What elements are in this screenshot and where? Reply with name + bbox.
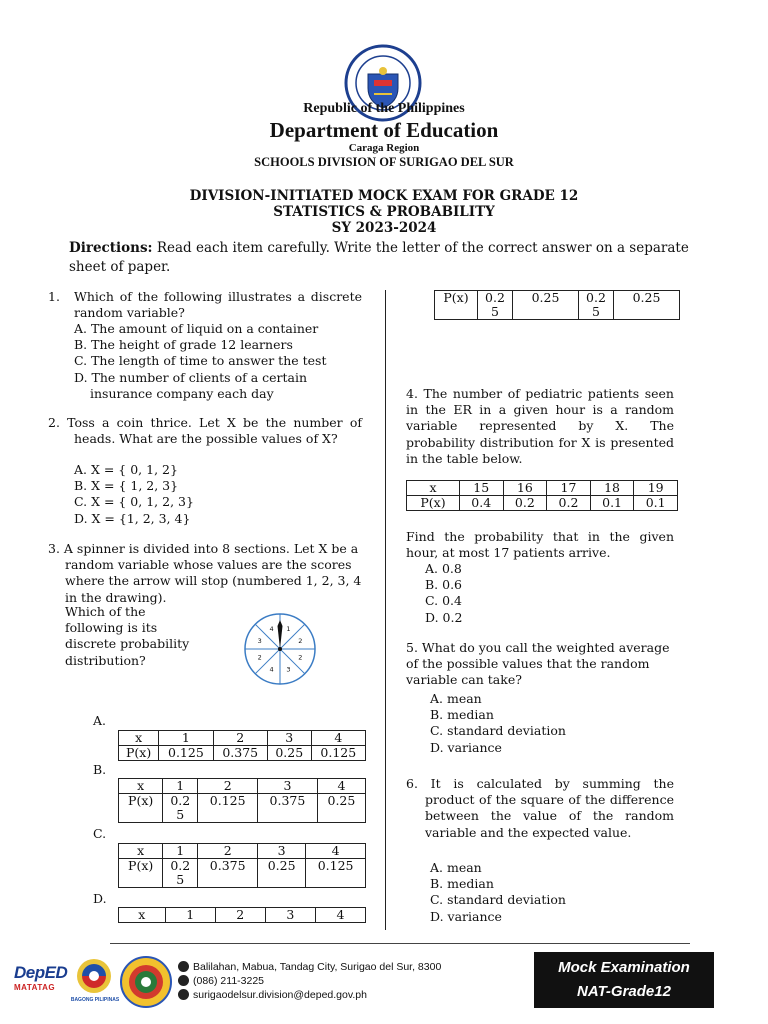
table-row (119, 844, 366, 859)
cell: 1 (165, 908, 215, 923)
q4-stem: 4. The number of pediatric patients seen in the ER in a given hour is a random variable represented by X. The probability distribution for X is presented in the table below. (406, 386, 674, 466)
q3-tail-line: distribution? (65, 652, 146, 668)
cell: P(x) (119, 859, 163, 888)
q2-stem-text: 2. Toss a coin thrice. Let X be the number of heads. What are the possible values of X? (48, 415, 362, 447)
q4-option-b: B. 0.6 (425, 577, 463, 593)
cell: 19 (634, 481, 678, 496)
mock-line-2: NAT-Grade12 (577, 983, 671, 1000)
cell: 2 (215, 908, 265, 923)
cell: 3 (267, 731, 311, 746)
cell: x (119, 779, 163, 794)
table-row (119, 794, 366, 823)
cell: 0.1 (590, 496, 634, 511)
republic-line: Republic of the Philippines (303, 101, 465, 116)
q1-option-d-cont: insurance company each day (90, 385, 274, 401)
cell: 17 (547, 481, 591, 496)
division-line: SCHOOLS DIVISION OF SURIGAO DEL SUR (254, 155, 514, 169)
q3-label-b: B. (93, 762, 107, 777)
q2-options (74, 462, 194, 527)
spinner-sector-label: 1 (286, 625, 291, 633)
q3-stem-tail (65, 604, 189, 669)
cell: 1 (159, 731, 213, 746)
spinner-sector-label: 4 (269, 665, 274, 674)
q1-option-d: D. The number of clients of a certain (74, 369, 308, 385)
q3-label-c: C. (93, 826, 107, 841)
spinner-sector-label: 3 (257, 636, 262, 645)
cell: 15 (459, 481, 503, 496)
bagong-pilipinas-text: BAGONG PILIPINAS (70, 997, 120, 1003)
q5-stem: 5. What do you call the weighted average of the possible values that the random variable can take? (406, 640, 670, 688)
q5-option-b: B. median (430, 707, 494, 723)
spinner-sector-label: 2 (298, 636, 303, 645)
exam-title: DIVISION-INITIATED MOCK EXAM FOR GRADE 12 (189, 188, 579, 204)
cell: P(x) (119, 794, 163, 823)
cell: 2 (213, 731, 267, 746)
cell: 0.375 (213, 746, 267, 761)
cell: 0.25 (267, 746, 311, 761)
q6-stem (406, 776, 674, 841)
q4-question: Find the probability that in the given hour, at most 17 patients arrive. (406, 529, 674, 561)
q3-tail-line: following is its (65, 620, 158, 636)
cell: 0.1 (634, 496, 678, 511)
cell: P(x) (435, 291, 478, 320)
q4-option-a: A. 0.8 (425, 561, 462, 576)
q3-table-d-header (118, 907, 366, 923)
spinner-drawing (240, 612, 320, 686)
directions (69, 239, 689, 277)
phone-line (178, 974, 441, 988)
table-row (119, 746, 366, 761)
q4-table (406, 480, 678, 511)
q3-tail-line: discrete probability (65, 636, 190, 652)
column-divider (385, 290, 386, 930)
region-line: Caraga Region (348, 142, 420, 154)
q3-stem-text: 3. A spinner is divided into 8 sections. Let X be a random variable whose values are the scores where the arrow will stop (numbered 1, 2, 3, 4 in the drawing). (48, 541, 362, 605)
cell: P(x) (119, 746, 159, 761)
cell: x (119, 844, 163, 859)
cell: 0.375 (258, 794, 318, 823)
q6-option-d: D. variance (430, 908, 502, 924)
spinner-sector-label: 2 (257, 653, 262, 662)
table-row (407, 496, 678, 511)
q3-table-d-continued (434, 290, 680, 320)
cell: x (119, 731, 159, 746)
cell: 1 (163, 844, 198, 859)
deped-wordmark: DepED (14, 963, 68, 982)
table-row (119, 908, 366, 923)
cell: 2 (198, 779, 258, 794)
email-icon (178, 989, 189, 1000)
cell: x (119, 908, 166, 923)
cell: 0.2 5 (163, 794, 198, 823)
cell: 0.25 (513, 291, 579, 320)
cell: 0.375 (198, 859, 258, 888)
q1-options (74, 321, 374, 402)
spinner-sector-label: 3 (286, 665, 291, 674)
table-row (119, 731, 366, 746)
cell: 4 (315, 908, 365, 923)
spinner-sector-label: 2 (298, 653, 303, 662)
cell: 0.25 (258, 859, 306, 888)
cell: 0.25 (614, 291, 680, 320)
cell: 0.125 (198, 794, 258, 823)
directions-text: Read each item carefully. Write the letter of the correct answer on a separate sheet of paper. (69, 240, 689, 275)
q1-number: 1. (48, 289, 60, 304)
table-row (119, 779, 366, 794)
cell: 0.4 (459, 496, 503, 511)
q3-table-c (118, 843, 366, 888)
q4-option-c: C. 0.4 (425, 593, 462, 609)
q3-table-b (118, 778, 366, 823)
exam-year: SY 2023-2024 (331, 220, 437, 236)
cell: P(x) (407, 496, 460, 511)
address-line (178, 960, 441, 974)
cell: 0.25 (317, 794, 365, 823)
table-row (435, 291, 680, 320)
cell: 0.125 (159, 746, 213, 761)
cell: 3 (265, 908, 315, 923)
table-row (119, 859, 366, 888)
q2-option-a: A. X = { 0, 1, 2} (74, 462, 178, 477)
q3-stem (48, 541, 362, 606)
q6-stem-text: 6. It is calculated by summing the product of the square of the difference between the value of the random variable and the expected value. (406, 776, 674, 840)
cell: 1 (163, 779, 198, 794)
mock-exam-badge (534, 952, 714, 1008)
cell: 0.2 5 (163, 859, 198, 888)
department-title: Department of Education (269, 118, 499, 142)
email-line (178, 988, 441, 1002)
q5-option-a: A. mean (430, 691, 482, 706)
cell: 16 (503, 481, 547, 496)
cell: 4 (311, 731, 365, 746)
cell: 3 (258, 844, 306, 859)
deped-matatag-logo (14, 963, 66, 992)
cell: 18 (590, 481, 634, 496)
directions-label: Directions: (69, 240, 153, 256)
cell: 4 (317, 779, 365, 794)
bagong-pilipinas-logo (72, 956, 116, 996)
cell: 0.2 (547, 496, 591, 511)
q6-option-c: C. standard deviation (430, 892, 566, 908)
email-text: surigaodelsur.division@deped.gov.ph (193, 989, 367, 1001)
q2-option-c: C. X = { 0, 1, 2, 3} (74, 494, 194, 510)
phone-text: (086) 211-3225 (193, 975, 265, 987)
cell: 3 (258, 779, 318, 794)
q3-label-d: D. (93, 891, 107, 906)
q3-tail-line: Which of the (65, 604, 146, 619)
cell: x (407, 481, 460, 496)
q6-option-a: A. mean (430, 860, 482, 875)
location-icon (178, 961, 189, 972)
footer-divider (110, 943, 690, 944)
q1-option-c: C. The length of time to answer the test (74, 353, 327, 369)
phone-icon (178, 975, 189, 986)
q3-table-a (118, 730, 366, 761)
cell: 0.2 5 (579, 291, 614, 320)
q5-option-c: C. standard deviation (430, 723, 566, 739)
cell: 4 (306, 844, 366, 859)
cell: 0.2 (503, 496, 547, 511)
q1-option-a: A. The amount of liquid on a container (74, 321, 319, 336)
table-row (407, 481, 678, 496)
mock-line-1: Mock Examination (558, 959, 690, 976)
cell: 0.2 5 (478, 291, 513, 320)
cell: 0.125 (306, 859, 366, 888)
q2-option-b: B. X = { 1, 2, 3} (74, 478, 179, 494)
q4-options (425, 561, 462, 626)
q1-stem: Which of the following illustrates a discrete random variable? (74, 289, 362, 321)
q2-stem (48, 415, 362, 447)
cell: 0.125 (311, 746, 365, 761)
q5-option-d: D. variance (430, 739, 502, 755)
address-text: Balilahan, Mabua, Tandag City, Surigao del Sur, 8300 (193, 961, 442, 973)
exam-subject: STATISTICS & PROBABILITY (273, 204, 495, 220)
q2-option-d: D. X = {1, 2, 3, 4} (74, 510, 191, 526)
matatag-wordmark: MATATAG (14, 983, 56, 992)
cell: 2 (198, 844, 258, 859)
q6-options (430, 860, 566, 925)
division-seal (120, 956, 172, 1008)
q5-options (430, 691, 566, 756)
q6-option-b: B. median (430, 876, 494, 892)
contact-info (178, 960, 441, 1002)
q3-label-a: A. (93, 713, 107, 728)
q1-option-b: B. The height of grade 12 learners (74, 337, 293, 353)
spinner-sector-label: 4 (269, 625, 274, 633)
q4-option-d: D. 0.2 (425, 609, 463, 625)
